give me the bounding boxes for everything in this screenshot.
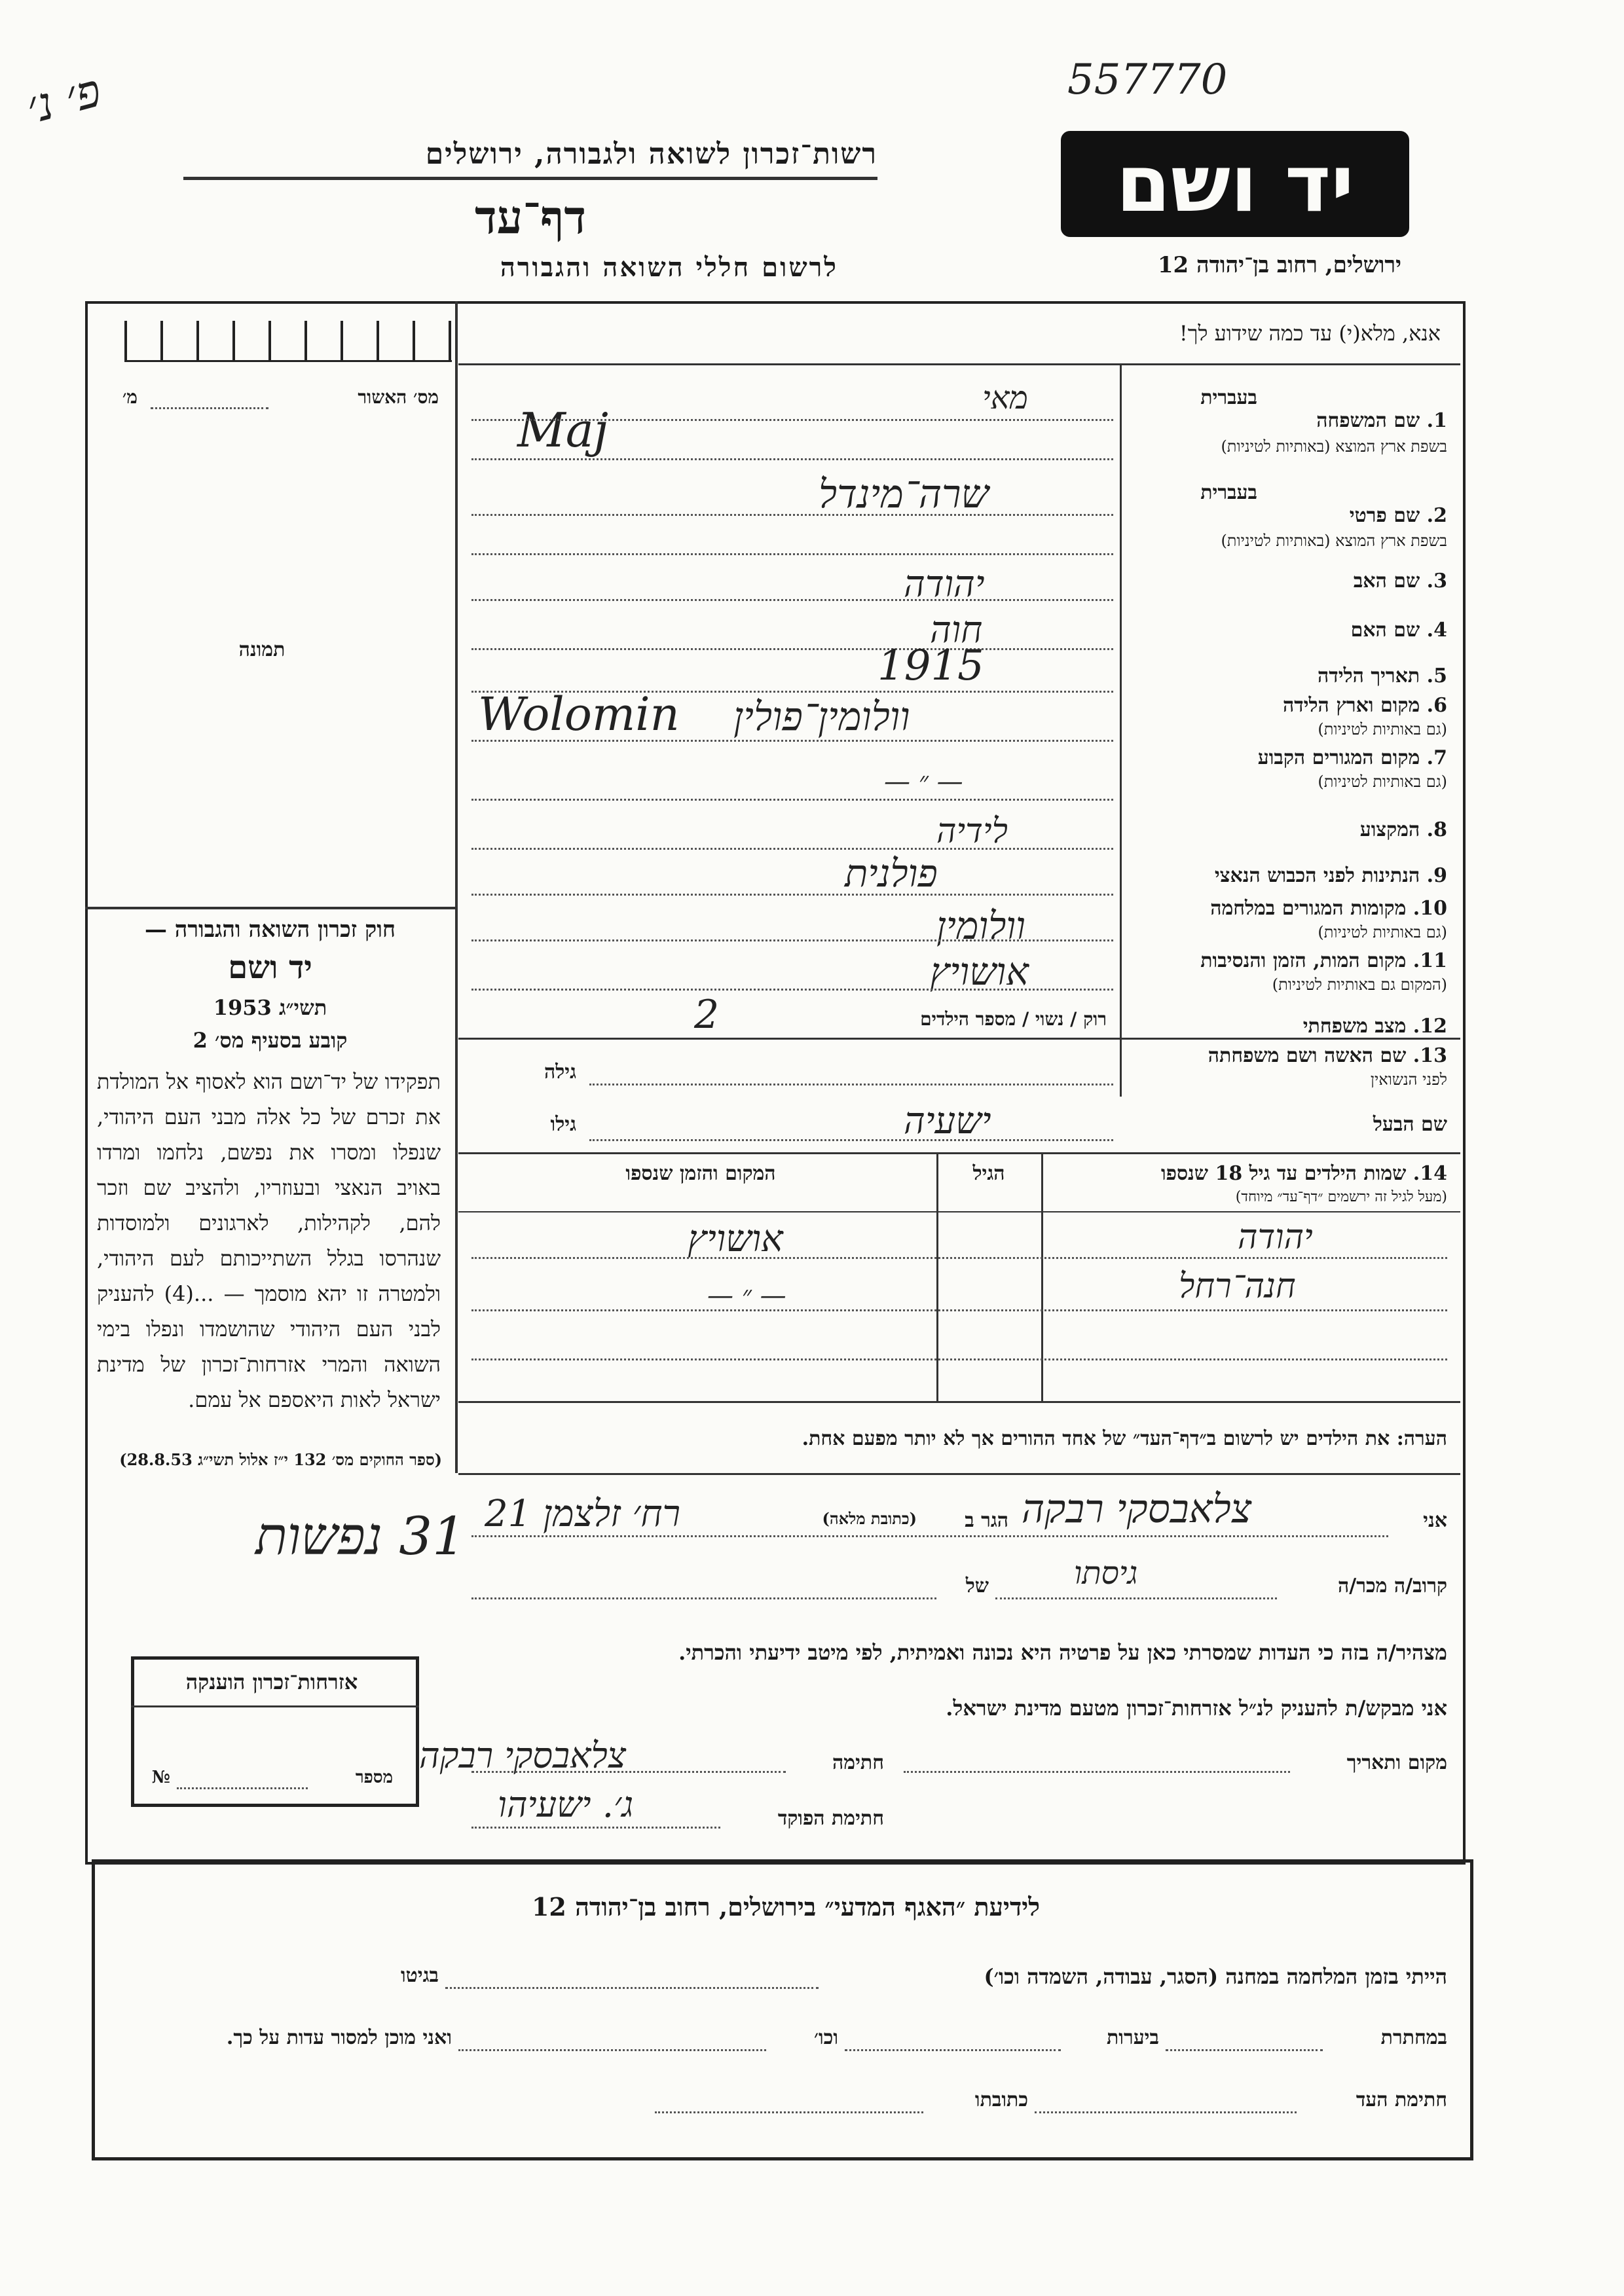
law-source: (ספר החוקים מס׳ 132 י״ז אלול תשי״ג 28.8.53) xyxy=(119,1450,442,1469)
wife-age-label: גילה xyxy=(544,1061,576,1084)
citizenship-title: אזרחות־זכרון הוענקה xyxy=(185,1669,358,1694)
value-profession: לידיה xyxy=(936,812,1008,851)
resides-label: הגר ב xyxy=(965,1509,1008,1532)
field-label-residence: 7. מקום המגורים הקבוע xyxy=(1257,746,1447,769)
children-col-place: המקום והזמן שנספו xyxy=(625,1162,776,1185)
declarant-relation: גיסתו xyxy=(1074,1555,1138,1592)
husband-age-label: גילו xyxy=(550,1113,576,1136)
approval-number-prefix: מ׳ xyxy=(122,386,138,408)
yad-vashem-logo: יד ושם xyxy=(1061,131,1409,237)
marital-options: רוק / נשוי / מספר הילדים xyxy=(920,1008,1107,1030)
footer-ghetto: בגיטו xyxy=(400,1964,439,1987)
children-table-label: 14. שמות הילדים עד גיל 18 שנספו xyxy=(1160,1162,1447,1185)
field-label-profession: 8. המקצוע xyxy=(1359,818,1447,841)
value-birthdate: 1915 xyxy=(877,642,984,690)
law-year: תשי״ג 1953 xyxy=(213,995,327,1020)
field-sub-residence: (גם באותיות לטיניות) xyxy=(1318,773,1447,791)
citizenship-number-prefix: № xyxy=(151,1768,170,1787)
footer-address-label: כתובתו xyxy=(974,2088,1028,2111)
signature-label: חתימה xyxy=(832,1751,884,1774)
citizenship-number-label: מספר xyxy=(355,1768,393,1787)
declarant-name: צלאבסקי רבקה xyxy=(1022,1486,1252,1532)
footer-willing: ואני מוכן למסור עדות על כך. xyxy=(226,2026,452,2049)
field-label-husband: שם הבעל xyxy=(1373,1113,1447,1136)
footer-etc: וכו׳ xyxy=(814,2026,838,2049)
value-death: אושויץ xyxy=(930,949,1029,994)
value-surname-he: מאי xyxy=(982,380,1028,416)
field-sub-war-residence: (גם באותיות לטיניות) xyxy=(1318,923,1447,941)
field-label-birthdate: 5. תאריך הלידה xyxy=(1318,665,1447,687)
value-children-count: 2 xyxy=(694,992,720,1038)
officer-label: חתימת הפוקד xyxy=(777,1807,884,1830)
declarant-ani: אני xyxy=(1423,1509,1447,1532)
law-name: יד ושם xyxy=(228,949,312,986)
value-father: יהודה xyxy=(904,563,985,606)
children-note: הערה: את הילדים יש לרשום ב״דף־העד״ של אחד ההורים אך לא יותר מפעם אחת. xyxy=(802,1427,1447,1450)
field-label-father: 3. שם האב xyxy=(1353,570,1447,592)
footer-line1: הייתי בזמן המלחמה במחנה (הסגר, עבודה, השמדה וכו׳) xyxy=(984,1964,1447,1989)
address-hint: (כתובת מלאה) xyxy=(822,1509,917,1528)
authority-name: רשות־זכרון לשואה ולגבורה, ירושלים xyxy=(425,137,877,171)
form-subtitle: לרשום חללי השואה והגבורה xyxy=(500,252,838,283)
document-number: 557770 xyxy=(1067,56,1228,104)
approval-number-boxes xyxy=(124,321,452,362)
field-sub-death: (המקום גם באותיות לטיניות) xyxy=(1272,975,1447,994)
field-sub-wife: לפני הנשואין xyxy=(1370,1070,1447,1089)
approval-number-label: מס׳ האשור xyxy=(358,386,439,408)
photo-label: תמונה xyxy=(238,638,286,661)
declarant-address: רח׳ זלצמן 21 xyxy=(485,1493,681,1535)
field-label-death: 11. מקום המות, הזמן והנסיבות xyxy=(1200,949,1447,972)
fill-request: אנא, מלא(י) עד כמה שידוע לך! xyxy=(1179,321,1441,346)
value-war-residence: וולומין xyxy=(936,903,1026,948)
of-label: של xyxy=(965,1575,989,1597)
officer-signature: ג׳. ישעיהו xyxy=(498,1784,634,1825)
value-firstname: שרה־מינדל xyxy=(819,471,989,517)
value-husband: ישעיה xyxy=(904,1100,991,1142)
value-birthplace-lat: Wolomin xyxy=(478,687,680,741)
field-label-firstname: 2. שם פרטי xyxy=(1349,504,1447,527)
field-label-nationality: 9. הנתינות לפני הכבוש הנאצי xyxy=(1214,864,1447,887)
child-place: אושויץ xyxy=(688,1218,783,1260)
value-mother: חוה xyxy=(930,609,983,651)
footer-forests: ביערות xyxy=(1106,2026,1159,2049)
field-sub-surname: בשפת ארץ המוצא (באותיות לטיניות) xyxy=(1221,437,1447,456)
child-name: יהודה xyxy=(1238,1218,1313,1257)
value-surname-lat: Maj xyxy=(517,403,608,458)
declaration-text: מצהיר/ה בזה כי העדות שמסרתי כאן על פרטיה היא נכונה ואמיתית, לפי מיטב ידיעתי והכרתי. xyxy=(678,1640,1447,1665)
field-sub-birthplace: (גם באותיות לטיניות) xyxy=(1318,720,1447,738)
address: ירושלים, רחוב בן־יהודה 12 xyxy=(1157,252,1401,278)
field-label-wife: 13. שם האשה ושם משפחתה xyxy=(1208,1044,1447,1067)
field-label-marital: 12. מצב משפחתי xyxy=(1302,1015,1447,1038)
relative-label: קרוב/ה מכר/ה xyxy=(1338,1575,1447,1597)
citizenship-request: אני מבקש/ת להעניק לנ״ל אזרחות־זכרון מטעם מדינת ישראל. xyxy=(946,1696,1447,1721)
law-heading: חוק זכרון השואה והגבורה — xyxy=(144,917,396,943)
declarant-signature: צלאבסקי רבקה xyxy=(419,1735,627,1776)
footer-underground: במחתרת xyxy=(1380,2026,1447,2049)
children-table-sub: (מעל לגיל זה ירשמים ״דף־עד״ מיוחד) xyxy=(1235,1189,1447,1205)
field-label-war-residence: 10. מקומות המגורים במלחמה xyxy=(1210,897,1447,920)
margin-note: 31 נפשות xyxy=(255,1506,466,1567)
field-sub-firstname: בשפת ארץ המוצא (באותיות לטיניות) xyxy=(1221,532,1447,550)
footer-title: לידיעת ״האגף המדעי״ בירושלים, רחוב בן־יהודה 12 xyxy=(531,1892,1041,1922)
field-label-mother: 4. שם האם xyxy=(1350,619,1447,642)
law-clause: קובע בסעיף מס׳ 2 xyxy=(193,1028,348,1053)
field-label-birthplace: 6. מקום וארץ הלידה xyxy=(1282,694,1447,717)
hebrew-tag-2: בעברית xyxy=(1200,481,1257,504)
corner-note: פ׳ נ׳ xyxy=(20,63,107,135)
value-residence: — ״ — xyxy=(884,767,963,797)
place-date-label: מקום ותאריך xyxy=(1346,1751,1447,1774)
child-name: חנה־רחל xyxy=(1179,1267,1296,1306)
value-nationality: פולנית xyxy=(845,851,938,896)
footer-witness-signature: חתימת העד xyxy=(1356,2088,1447,2111)
field-label-surname: 1. שם המשפחה xyxy=(1316,409,1447,432)
value-birthplace-he: וולומין־פולין xyxy=(733,694,910,740)
law-text: תפקידו של יד־ושם הוא לאסוף אל המולדת את זכרם של כל אלה מבני העם היהודי, שנפלו ומסרו את נפשם, נלחמו ומרדו באויב הנאצי ובעוזריו, ולהציב שם וזכר להם, לקהילות, לארגונים ולמוסדות שנהרסו בגלל השתייכותם לעם היהודי, ולמטרה זו יהא מוסמך — ...(4) להעניק לבני העם היהודי שהושמדו ונפלו בימי השואה והמרי אזרחות־זכרון של מדינת ישראל לאות היאספם אל עמם. xyxy=(97,1069,441,1412)
children-col-age: הגיל xyxy=(972,1162,1005,1185)
child-place: — ״ — xyxy=(707,1281,786,1311)
form-title: דף־עד xyxy=(474,190,586,244)
hebrew-tag-1: בעברית xyxy=(1200,386,1257,409)
